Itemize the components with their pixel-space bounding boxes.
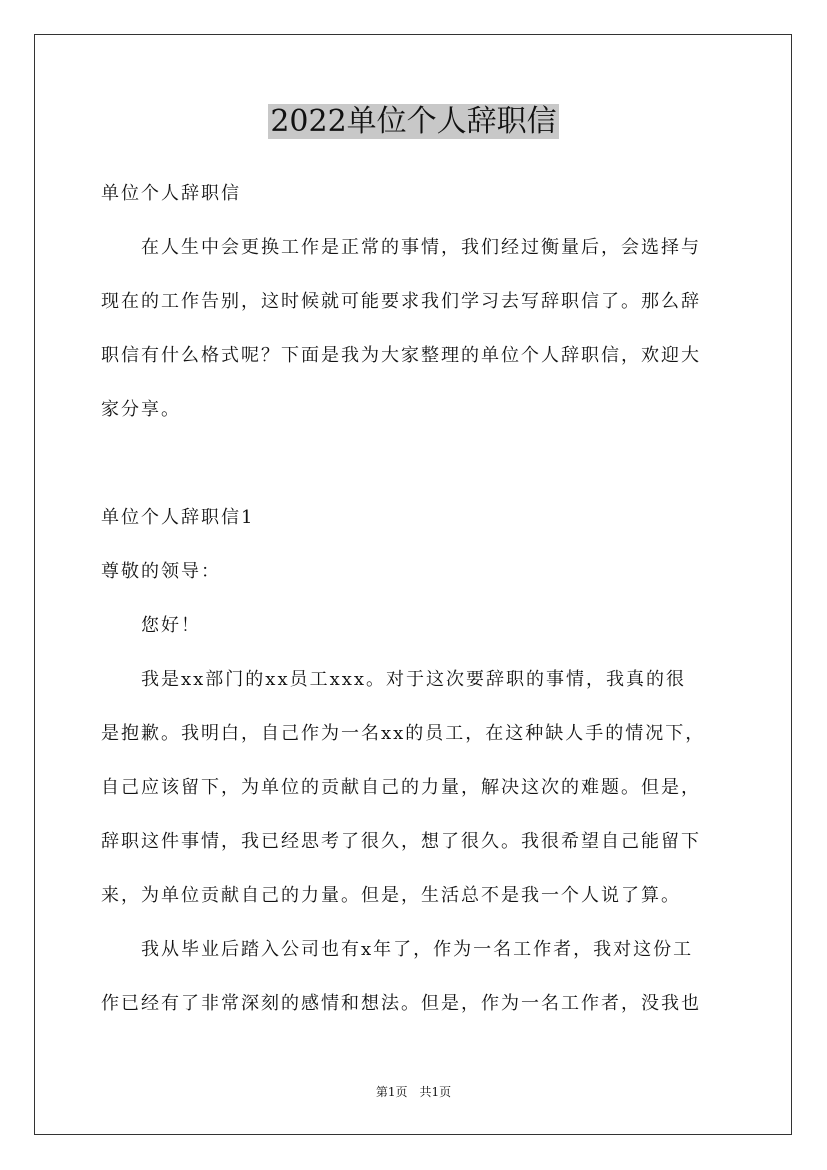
- greeting: 您好！: [101, 615, 201, 636]
- paragraph-line: 是抱歉。我明白，自己作为一名xx的员工，在这种缺人手的情况下，: [101, 723, 706, 744]
- paragraph-line: 家分享。: [101, 399, 181, 420]
- paragraph-line: 辞职这件事情，我已经思考了很久，想了很久。我很希望自己能留下: [101, 831, 701, 852]
- paragraph-line: 在人生中会更换工作是正常的事情，我们经过衡量后，会选择与: [101, 237, 701, 258]
- paragraph-line: 自己应该留下，为单位的贡献自己的力量，解决这次的难题。但是，: [101, 777, 701, 798]
- paragraph-line: 作已经有了非常深刻的感情和想法。但是，作为一名工作者，没我也: [101, 993, 701, 1014]
- salutation: 尊敬的领导：: [101, 561, 221, 582]
- heading-line: 单位个人辞职信: [101, 183, 241, 204]
- paragraph-line: 现在的工作告别，这时候就可能要求我们学习去写辞职信了。那么辞: [101, 291, 701, 312]
- document-title: [0, 100, 827, 144]
- section-heading: 单位个人辞职信1: [101, 507, 255, 528]
- paragraph-line: 职信有什么格式呢？下面是我为大家整理的单位个人辞职信，欢迎大: [101, 345, 701, 366]
- paragraph-line: 我是xx部门的xx员工xxx。对于这次要辞职的事情，我真的很: [101, 669, 687, 690]
- paragraph-line: 我从毕业后踏入公司也有x年了，作为一名工作者，我对这份工: [101, 939, 694, 960]
- paragraph-line: 来，为单位贡献自己的力量。但是，生活总不是我一个人说了算。: [101, 885, 681, 906]
- title-text: 2022单位个人辞职信: [270, 104, 557, 139]
- page-number-footer: 第1页 共1页: [375, 1085, 452, 1099]
